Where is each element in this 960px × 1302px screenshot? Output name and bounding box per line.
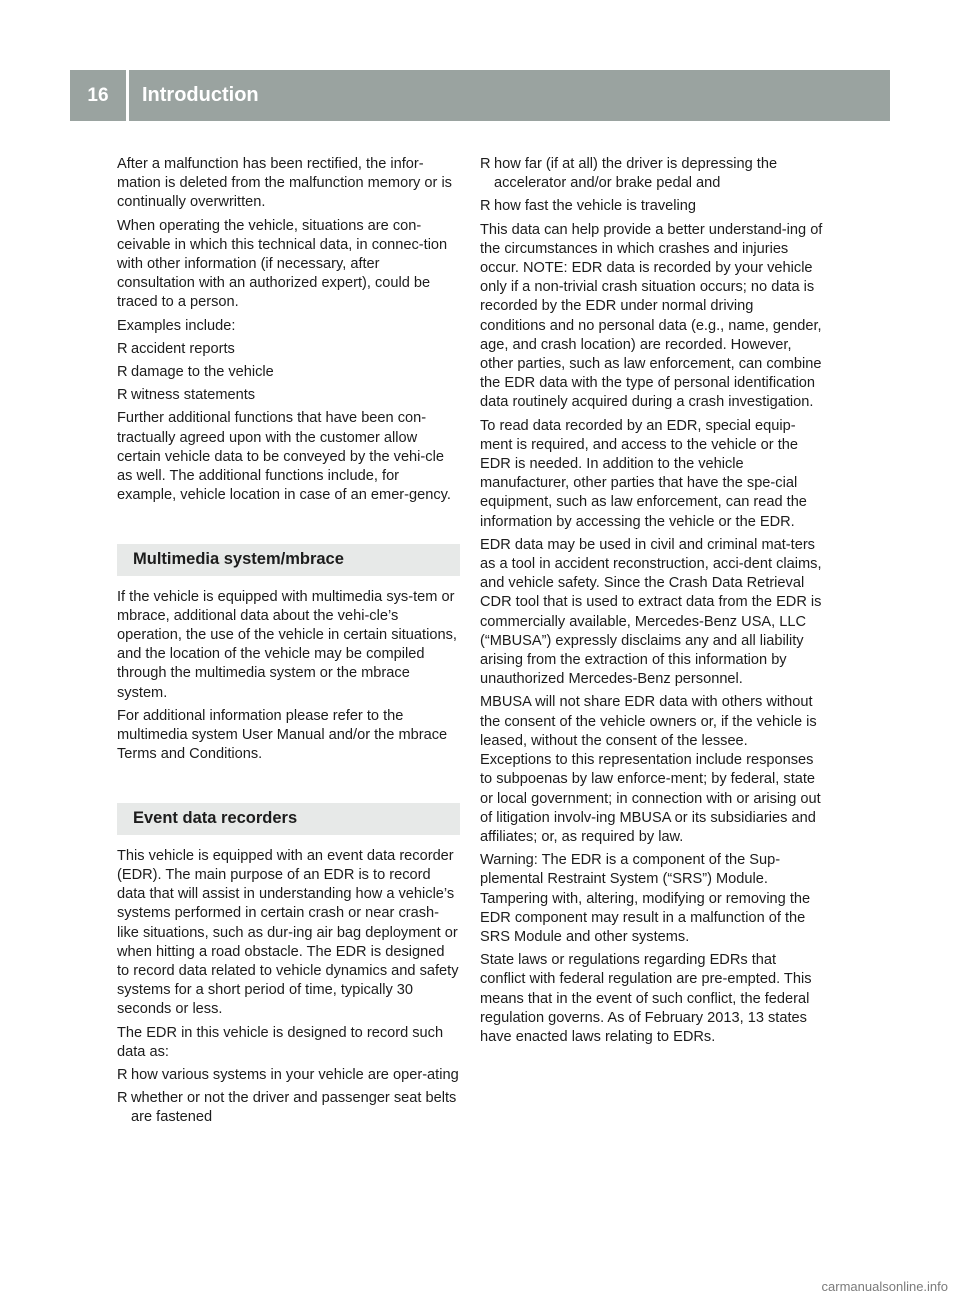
paragraph: If the vehicle is equipped with multimedia sys-tem or mbrace, additional data about the vehi-cle’s operation, the use of the vehicle in certain situations, and the location of the vehicle may be compiled through the multimedia system or the mbrace system. (117, 588, 457, 701)
paragraph: MBUSA will not share EDR data with others without the consent of the vehicle owners or, if the vehicle is leased, without the consent of the lessee. Exceptions to this representation include responses to subpoenas by law enforce-ment; by federal, state or local government; in connection with or arising out of litigation involv-ing MBUSA or its subsidiaries and affiliates; or, as required by law. (480, 694, 821, 845)
list-item: R whether or not the driver and passenger seat belts are fastened (117, 1090, 457, 1126)
list-item: R how fast the vehicle is traveling (480, 197, 823, 216)
paragraph: State laws or regulations regarding EDRs that conflict with federal regulation are pre-empted. This means that in the event of such conflict, the federal regulation governs. As of February 2013, 13 states have enacted laws relating to EDRs. (480, 952, 812, 1045)
list-item: R damage to the vehicle (117, 363, 460, 382)
bullet-icon: R (480, 156, 491, 172)
paragraph: The EDR in this vehicle is designed to record such data as: (117, 1024, 444, 1060)
right-column (480, 155, 823, 1051)
paragraph: This data can help provide a better understand-ing of the circumstances in which crashes and injuries occur. NOTE: EDR data is recorded by your vehicle only if a non-trivial crash situation occurs; no data is recorded by the EDR under normal driving conditions and no personal data (e.g., name, gender, age, and crash location) are recorded. However, other parties, such as law enforcement, can combine the EDR data with the type of personal identification data routinely acquired during a crash investigation. (480, 221, 823, 411)
paragraph: Further additional functions that have been con-tractually agreed upon with the customer allow certain vehicle data to be conveyed by the vehi-cle as well. The additional functions include, for example, vehicle location in case of an emer-gency. (117, 410, 451, 504)
bullet-icon: R (117, 364, 128, 381)
list-item: R how far (if at all) the driver is depressing the accelerator and/or brake pedal and (480, 156, 778, 192)
section-title: Introduction (142, 84, 259, 106)
paragraph: For additional information please refer to the multimedia system User Manual and/or the mbrace Terms and Conditions. (117, 707, 448, 763)
list-item: R witness statements (117, 386, 460, 405)
bullet-icon: R (117, 1066, 128, 1083)
bullet-icon: R (117, 387, 128, 404)
paragraph: This vehicle is equipped with an event data recorder (EDR). The main purpose of an EDR is to record data that will assist in understanding how a vehicle’s systems performed in certain crash or near crash-like situations, such as dur-ing air bag deployment or when hitting a road obstacle. The EDR is designed to record data related to vehicle dynamics and safety systems for a short period of time, typically 30 seconds or less. (117, 847, 459, 1018)
section-heading: Multimedia system/mbrace (117, 544, 460, 575)
bullet-icon: R (480, 198, 491, 215)
paragraph: After a malfunction has been rectified, the infor-mation is deleted from the malfunction memory or is continually overwritten. (117, 156, 452, 211)
watermark: carmanualsonline.info (821, 1279, 948, 1294)
paragraph: To read data recorded by an EDR, special equip-ment is required, and access to the vehicle or the EDR is needed. In addition to the vehicle manufacturer, other parties that have the spe-cial equipment, such as law enforcement, can read the information by accessing the vehicle or the EDR. (480, 417, 807, 530)
list-item: R accident reports (117, 340, 460, 359)
header-divider (126, 70, 129, 121)
page-number: 16 (87, 84, 109, 106)
left-column (117, 155, 460, 1132)
paragraph: EDR data may be used in civil and criminal mat-ters as a tool in accident reconstruction, acci-dent claims, and vehicle safety. Since the Crash Data Retrieval CDR tool that is used to extract data from the EDR is commercially available, Mercedes-Benz USA, LLC (“MBUSA”) expressly disclaims any and all liability arising from the extraction of this information by unauthorized Mercedes-Benz personnel. (480, 536, 822, 688)
paragraph: Examples include: (117, 317, 236, 334)
list-item: R how various systems in your vehicle are oper-ating (117, 1066, 460, 1085)
bullet-icon: R (117, 340, 128, 357)
paragraph: When operating the vehicle, situations are con-ceivable in which this technical data, in connec-tion with other information (if necessary, after consultation with an authorized expert), could be traced to a person. (117, 217, 448, 311)
paragraph: Warning: The EDR is a component of the Sup-plemental Restraint System (“SRS”) Module. Tampering with, altering, modifying or removing the EDR component may result in a malfunction of the SRS Module and other systems. (480, 852, 811, 945)
bullet-icon: R (117, 1090, 128, 1107)
section-heading: Event data recorders (117, 803, 460, 834)
